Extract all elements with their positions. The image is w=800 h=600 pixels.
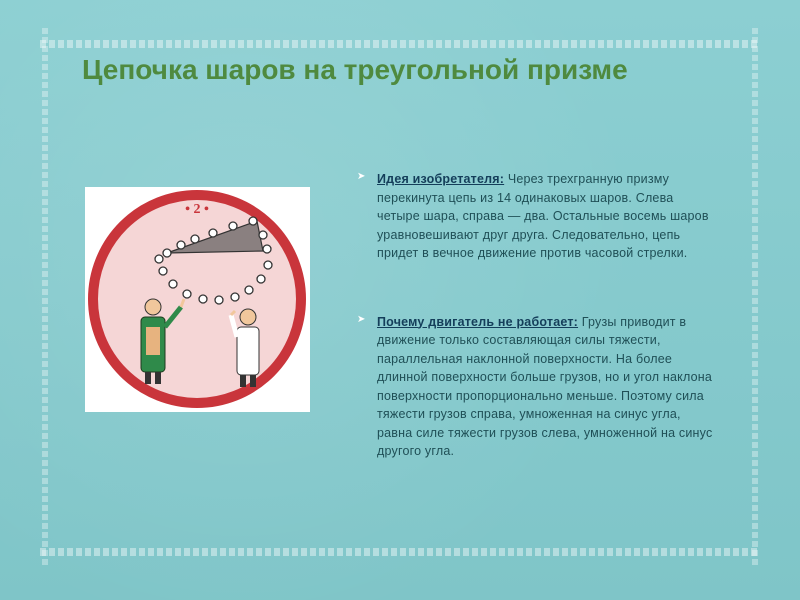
- red-ring: [93, 195, 301, 403]
- bullet-lead: Почему двигатель не работает:: [377, 314, 579, 329]
- bullet-text: Грузы приводит в движение только составляющая силы тяжести, параллельная наклонной поверхности. На более длинной поверхности больше грузов, но и угол наклона поверхности пропорционально меньше. Поэтому сила тяжести грузов справа, умноженная на синус угла, равна силе тяжести грузов слева, умноженной на синус другого угла.: [377, 314, 713, 458]
- slide-content: [357, 170, 717, 461]
- illustration: [85, 187, 310, 412]
- bullet-lead: Идея изобретателя:: [377, 172, 505, 186]
- perpetual-motion-illustration: [85, 187, 310, 412]
- decorative-border-right: [752, 28, 758, 568]
- bullet-text: Через трехгранную призму перекинута цепь из 14 одинаковых шаров. Слева четыре шара, справа — два. Остальные восемь шаров уравновешивают друг друга. Следовательно, цепь придет в вечное движение против часовой стрелки.: [377, 172, 709, 260]
- bullet-arrow-icon: ➤: [357, 313, 366, 325]
- bullet-inventor-idea: [357, 170, 717, 263]
- decorative-border-top: [40, 40, 760, 48]
- bullet-why-not-working: [357, 313, 717, 461]
- decorative-border-left: [42, 28, 48, 568]
- bullet-arrow-icon: ➤: [357, 171, 366, 182]
- badge-number: • 2 •: [185, 202, 209, 217]
- slide-title: Цепочка шаров на треугольной призме: [82, 54, 628, 85]
- decorative-border-bottom: [40, 548, 760, 556]
